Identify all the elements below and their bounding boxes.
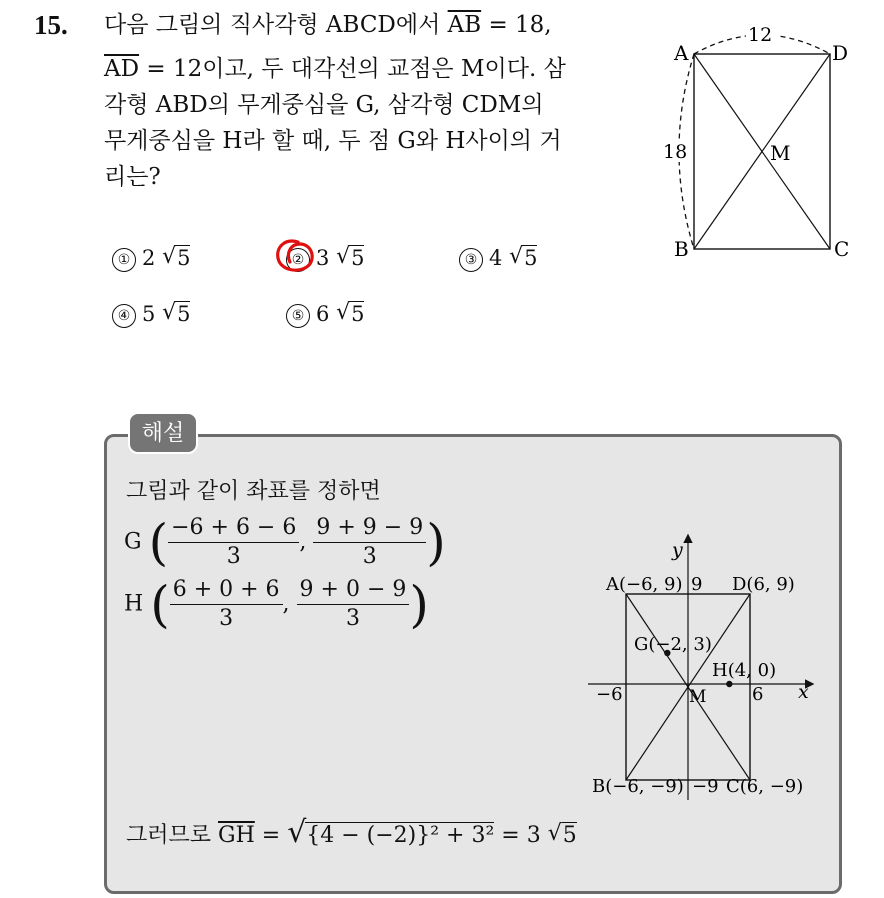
sqrt-icon: √ bbox=[336, 244, 351, 269]
solution-g-formula: G ( $\frac{-6 + 6 - 6}{3}$ , $\frac{9 + 9 - 9}{3}$ ) bbox=[124, 513, 446, 572]
rectangle-figure bbox=[660, 20, 860, 265]
choice-1[interactable]: ① 2 √ 5 bbox=[112, 246, 190, 272]
choice-number-icon: ① bbox=[112, 248, 136, 272]
choice-number-icon: ③ bbox=[459, 248, 483, 272]
label-12: 12 bbox=[748, 24, 773, 46]
label-m-coord: M bbox=[689, 687, 707, 707]
coordinate-figure bbox=[582, 532, 826, 804]
label-m: M bbox=[770, 141, 791, 165]
label-b: B bbox=[674, 237, 689, 261]
sqrt-icon: √ bbox=[509, 244, 524, 269]
choice-3[interactable]: ③ 4 √ 5 bbox=[459, 246, 537, 272]
choice-number-icon: ⑤ bbox=[286, 304, 310, 328]
label-d: D bbox=[832, 41, 849, 65]
label-9: 9 bbox=[691, 574, 703, 595]
label-18: 18 bbox=[663, 141, 688, 163]
label-neg6: −6 bbox=[596, 684, 623, 705]
solution-intro: 그림과 같이 좌표를 정하면 bbox=[126, 479, 381, 504]
sqrt-icon: √ bbox=[547, 821, 562, 846]
label-d-coord: D(6, 9) bbox=[732, 574, 795, 595]
solution-h-formula: H ( $\frac{6 + 0 + 6}{3}$ , $\frac{9 + 0 - 9}{3}$ ) bbox=[124, 575, 429, 634]
selected-answer-mark-icon bbox=[272, 232, 322, 278]
point-h bbox=[726, 681, 732, 687]
choice-number-icon: ② bbox=[286, 248, 310, 272]
question-line-1: 다음 그림의 직사각형 ABCD에서 $\overline{AB} = 18$, bbox=[104, 12, 552, 38]
label-6: 6 bbox=[752, 684, 764, 705]
question-line-2: $\overline{AD} = 12$이고, 두 대각선의 교점은 M이다. 삼 bbox=[104, 56, 566, 82]
label-c: C bbox=[834, 237, 850, 261]
label-g-coord: G(−2, 3) bbox=[634, 634, 712, 655]
label-neg9: −9 bbox=[692, 776, 719, 797]
label-a-coord: A(−6, 9) bbox=[606, 574, 683, 595]
segment-ad: $\overline{AD}$ bbox=[104, 56, 140, 82]
sqrt-icon: √ bbox=[287, 815, 307, 850]
solution-conclusion: 그러므로 $\overline{GH}$ = √ {4 − (−2)}² + 3² = 3 √ 5 bbox=[126, 815, 577, 850]
label-b-coord: B(−6, −9) bbox=[592, 776, 684, 797]
label-x: x bbox=[798, 681, 809, 703]
sqrt-icon: √ bbox=[336, 300, 351, 325]
choice-5[interactable]: ⑤ 6 √ 5 bbox=[286, 302, 364, 328]
choice-2[interactable]: ② 3 √ 5 bbox=[286, 246, 364, 272]
choice-number-icon: ④ bbox=[112, 304, 136, 328]
sqrt-icon: √ bbox=[162, 300, 177, 325]
label-h-coord: H(4, 0) bbox=[712, 660, 777, 681]
question-line-5: 리는? bbox=[104, 164, 161, 190]
question-line-3: 각형 ABD의 무게중심을 G, 삼각형 CDM의 bbox=[104, 92, 544, 118]
solution-tag: 해설 bbox=[128, 412, 198, 454]
question-line-4: 무게중심을 H라 할 때, 두 점 G와 H사이의 거 bbox=[104, 128, 562, 154]
question-number: 15. bbox=[34, 10, 68, 40]
label-c-coord: C(6, −9) bbox=[726, 776, 804, 797]
label-y: y bbox=[672, 539, 683, 561]
label-a: A bbox=[674, 41, 689, 65]
choice-4[interactable]: ④ 5 √ 5 bbox=[112, 302, 190, 328]
sqrt-icon: √ bbox=[162, 244, 177, 269]
segment-ab: $\overline{AB}$ bbox=[447, 12, 482, 38]
